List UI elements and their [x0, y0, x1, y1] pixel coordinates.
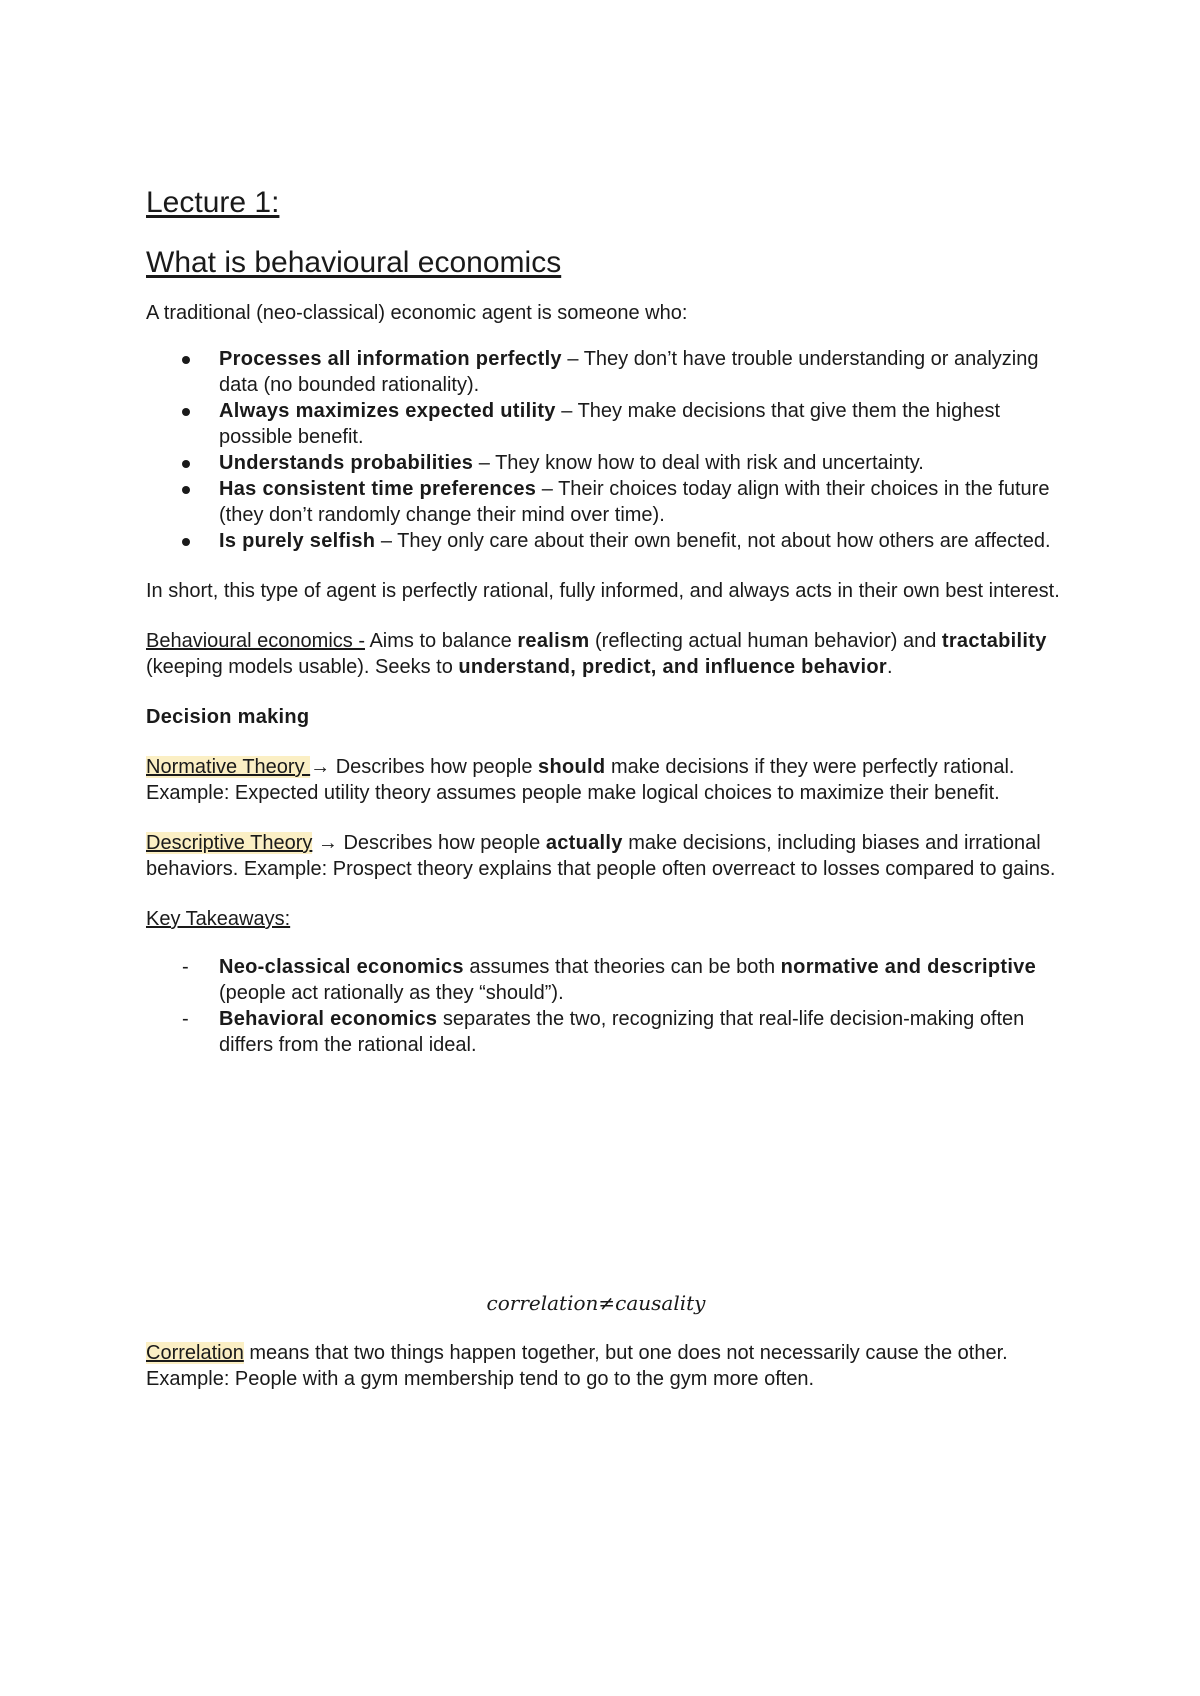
section-heading: What is behavioural economics: [146, 246, 562, 279]
takeaways-heading-text: Key Takeaways:: [146, 908, 291, 930]
list-item: [146, 528, 1066, 554]
be-text-1: Aims to balance: [365, 630, 518, 652]
bullet-icon: [182, 460, 190, 468]
correlation-paragraph: [146, 1340, 1066, 1392]
trait-term: Is purely selfish: [219, 530, 376, 552]
correlation-text: means that two things happen together, but one does not necessarily cause the other. Example: People with a gym membership tend to go to the gym more often.: [146, 1342, 1008, 1390]
normative-text-1: → Describes how people: [310, 756, 539, 778]
agent-traits-list: [146, 346, 1066, 554]
list-item: [146, 398, 1066, 450]
list-item: [146, 346, 1066, 398]
list-item: [146, 476, 1066, 528]
behavioural-economics-paragraph: [146, 628, 1066, 680]
takeaway-text-1: assumes that theories can be both: [463, 956, 781, 978]
trait-description: – They know how to deal with risk and uncertainty.: [473, 452, 924, 474]
be-text-3: (keeping models usable). Seeks to: [146, 656, 459, 678]
trait-description: – They only care about their own benefit, not about how others are affected.: [375, 530, 1051, 552]
correlation-term: Correlation: [146, 1342, 244, 1364]
takeaway-bold-1: Behavioral economics: [219, 1008, 438, 1030]
summary-paragraph: In short, this type of agent is perfectly rational, fully informed, and always acts in their own best interest.: [146, 580, 1060, 602]
be-bold-goals: understand, predict, and influence behavior: [458, 656, 887, 678]
dash-marker: -: [182, 956, 189, 978]
descriptive-text-1: → Describes how people: [312, 832, 546, 854]
key-takeaways-heading: [146, 906, 1066, 932]
takeaway-bold-2: normative and descriptive: [780, 956, 1037, 978]
descriptive-theory-paragraph: [146, 830, 1066, 882]
dash-marker: -: [182, 1008, 189, 1030]
trait-term: Always maximizes expected utility: [219, 400, 556, 422]
trait-description: – They make decisions that give them the highest possible benefit.: [219, 400, 1001, 448]
takeaway-text-2: (people act rationally as they “should”).: [219, 982, 564, 1004]
list-item: [146, 1006, 1066, 1058]
normative-term: Normative Theory: [146, 756, 311, 778]
normative-bold: should: [538, 756, 606, 778]
descriptive-bold: actually: [545, 832, 623, 854]
bullet-icon: [182, 408, 190, 416]
list-item: [146, 450, 1066, 476]
decision-heading-text: Decision making: [146, 706, 310, 728]
normative-text-2: make decisions if they were perfectly rational. Example: Expected utility theory assumes people make logical choices to maximize their benefit.: [146, 756, 1015, 804]
list-item: [146, 954, 1066, 1006]
be-text-4: .: [886, 656, 893, 678]
descriptive-text-2: make decisions, including biases and irrational behaviors. Example: Prospect theory explains that people often overreact to losses compared to gains.: [146, 832, 1056, 880]
be-text-2: (reflecting actual human behavior) and: [589, 630, 942, 652]
trait-term: Has consistent time preferences: [219, 478, 537, 500]
trait-description: – Their choices today align with their choices in the future (they don’t randomly change their mind over time).: [219, 478, 1050, 526]
trait-term: Understands probabilities: [219, 452, 474, 474]
takeaway-bold-1: Neo-classical economics: [219, 956, 464, 978]
trait-description: – They don’t have trouble understanding or analyzing data (no bounded rationality).: [219, 348, 1039, 396]
bullet-icon: [182, 486, 190, 494]
lecture-title: Lecture 1:: [146, 186, 280, 219]
normative-theory-paragraph: [146, 754, 1066, 806]
correlation-causality-formula: correlation≠causality: [486, 1291, 706, 1315]
be-bold-realism: realism: [517, 630, 590, 652]
descriptive-term: Descriptive Theory: [146, 832, 313, 854]
be-term: Behavioural economics -: [146, 630, 365, 652]
be-bold-tractability: tractability: [941, 630, 1047, 652]
bullet-icon: [182, 356, 190, 364]
takeaway-text-1: separates the two, recognizing that real-life decision-making often differs from the rational ideal.: [219, 1008, 1025, 1056]
takeaways-list: [146, 954, 1066, 1058]
trait-term: Processes all information perfectly: [219, 348, 562, 370]
document-body: [146, 180, 1066, 1392]
decision-making-heading: [146, 704, 1066, 730]
intro-paragraph: A traditional (neo-classical) economic agent is someone who:: [146, 302, 688, 324]
bullet-icon: [182, 538, 190, 546]
